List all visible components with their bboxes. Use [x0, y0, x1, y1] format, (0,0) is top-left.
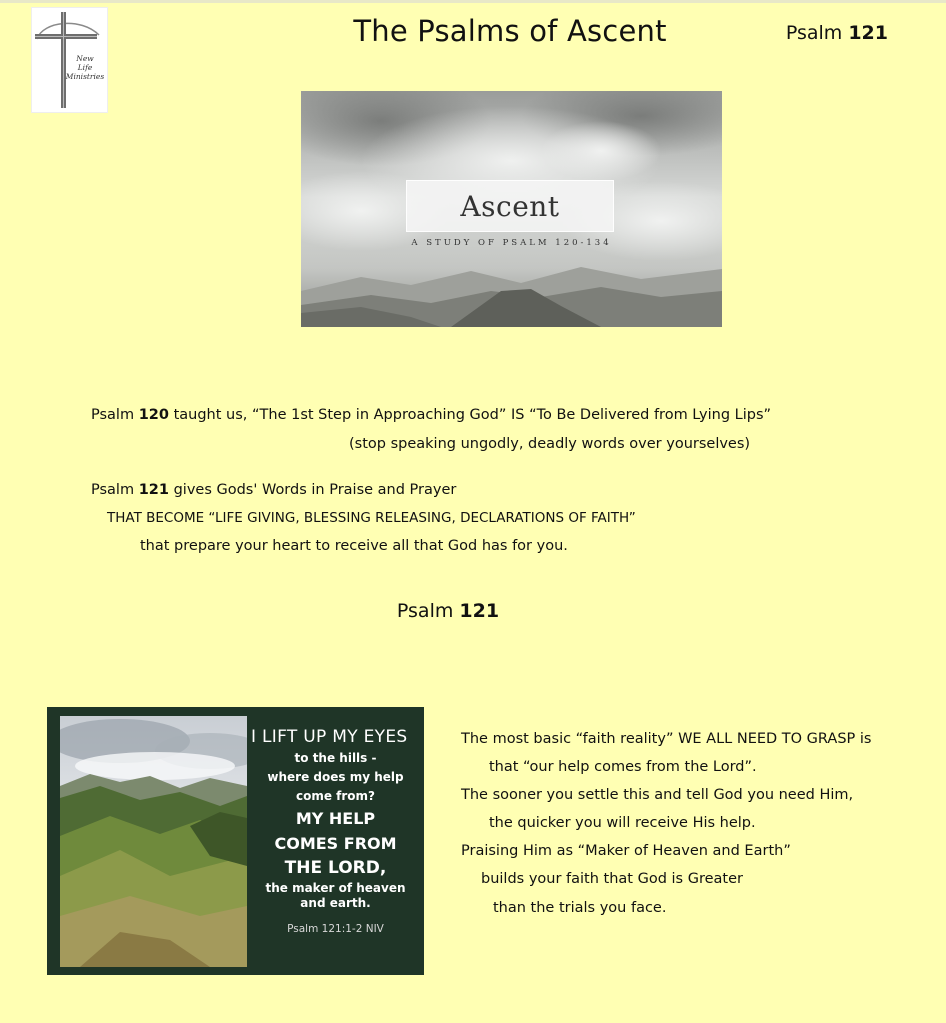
banner-title-box — [406, 180, 614, 232]
reflection-line-7: than the trials you face. — [493, 900, 667, 916]
logo-text — [61, 54, 109, 81]
verse-line-8: the maker of heaven — [265, 881, 406, 895]
corner-psalm-prefix: Psalm — [785, 22, 843, 44]
verse-line-1: I LIFT UP MY EYES — [251, 727, 408, 747]
section-title — [0, 600, 896, 622]
hills-photo — [60, 716, 247, 967]
intro-line-3-psalm: Psalm — [91, 482, 135, 498]
verse-text — [247, 725, 424, 935]
corner-psalm-number: 121 — [848, 22, 888, 44]
section-title-number: 121 — [459, 600, 500, 622]
intro-line-2: (stop speaking ungodly, deadly words over yourselves) — [349, 436, 751, 452]
verse-line-9: and earth. — [300, 896, 371, 910]
reflection-line-1: The most basic “faith reality” WE ALL NEED TO GRASP is — [461, 731, 872, 747]
page-title: The Psalms of Ascent — [353, 14, 667, 48]
top-border — [0, 0, 946, 3]
intro-line-1-psalm: Psalm — [91, 407, 135, 423]
reflection-line-4: the quicker you will receive His help. — [489, 815, 756, 831]
intro-line-3 — [91, 482, 456, 498]
verse-line-6: COMES FROM — [274, 834, 397, 853]
intro-line-3-text: gives Gods' Words in Praise and Prayer — [168, 482, 457, 498]
verse-line-5: MY HELP — [295, 809, 376, 828]
new-life-ministries-logo — [31, 7, 108, 113]
reflection-line-5: Praising Him as “Maker of Heaven and Earth” — [461, 843, 791, 859]
intro-line-5: that prepare your heart to receive all that God has for you. — [140, 538, 568, 554]
intro-line-3-number: 121 — [138, 482, 169, 498]
verse-line-4: come from? — [295, 789, 376, 803]
banner-title: Ascent — [460, 189, 560, 223]
verse-line-2: to the hills - — [294, 751, 377, 765]
intro-line-1 — [91, 407, 771, 423]
corner-psalm-label — [786, 22, 888, 44]
logo-line-new: New — [76, 54, 94, 63]
intro-line-1-number: 120 — [138, 407, 169, 423]
ascent-banner-image — [301, 91, 722, 327]
intro-line-4: THAT BECOME “LIFE GIVING, BLESSING RELEASING, DECLARATIONS OF FAITH” — [107, 510, 636, 526]
verse-line-7: THE LORD, — [284, 858, 387, 878]
verse-card-image — [47, 707, 424, 975]
logo-line-ministries: Ministries — [65, 72, 105, 81]
reflection-line-3: The sooner you settle this and tell God you need Him, — [461, 787, 854, 803]
reflection-line-2: that “our help comes from the Lord”. — [489, 759, 757, 775]
section-title-prefix: Psalm — [396, 600, 454, 622]
intro-line-1-text: taught us, “The 1st Step in Approaching God” IS “To Be Delivered from Lying Lips” — [168, 407, 772, 423]
verse-reference: Psalm 121:1-2 NIV — [287, 923, 384, 935]
verse-line-3: where does my help — [267, 770, 404, 784]
reflection-line-6: builds your faith that God is Greater — [481, 871, 743, 887]
banner-subtitle: A STUDY OF PSALM 120-134 — [411, 238, 612, 248]
logo-line-life: Life — [77, 63, 93, 72]
